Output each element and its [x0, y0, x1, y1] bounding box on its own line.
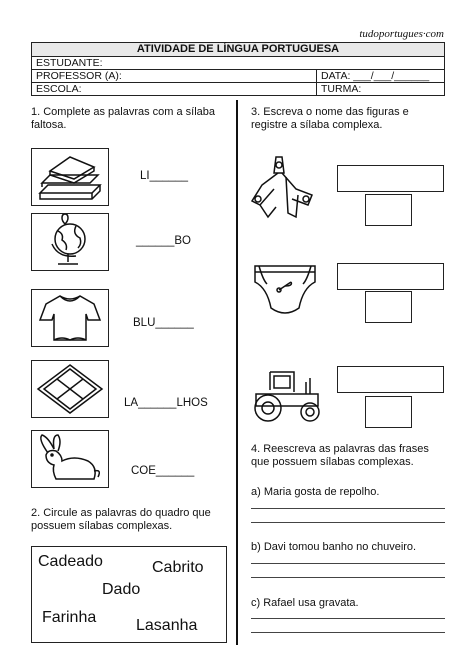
q1-word-3: BLU______	[133, 317, 194, 329]
answer-box-name-1[interactable]	[337, 165, 444, 192]
answer-box-name-3[interactable]	[337, 366, 444, 393]
answer-box-syllable-3[interactable]	[365, 396, 412, 428]
q4-sentence-c: c) Rafael usa gravata.	[251, 597, 359, 609]
q4-sentence-a: a) Maria gosta de repolho.	[251, 486, 380, 498]
class-label: TURMA:	[316, 83, 361, 95]
q1-word-4: LA______LHOS	[124, 397, 208, 409]
answer-line[interactable]	[251, 563, 445, 564]
globe-icon	[31, 213, 109, 271]
answer-line[interactable]	[251, 577, 445, 578]
date-label: DATA: ___/___/______	[316, 70, 429, 82]
q4-prompt: 4. Reescreva as palavras das frases que possuem sílabas complexas.	[251, 443, 429, 468]
q1-word-1: LI______	[140, 170, 188, 182]
tractor-icon	[248, 364, 328, 424]
answer-box-syllable-1[interactable]	[365, 194, 412, 226]
word-box-item[interactable]: Farinha	[42, 609, 97, 626]
header-table	[31, 42, 445, 96]
answer-box-name-2[interactable]	[337, 263, 444, 290]
word-box-item[interactable]: Lasanha	[136, 617, 198, 634]
worksheet-title: ATIVIDADE DE LÍNGUA PORTUGUESA	[32, 43, 444, 57]
word-box-item[interactable]: Cadeado	[38, 553, 103, 570]
teacher-label: PROFESSOR (A):	[36, 70, 122, 82]
school-label: ESCOLA:	[36, 83, 82, 95]
clothespins-icon	[246, 153, 322, 237]
teacher-row	[32, 70, 444, 83]
word-box	[31, 546, 227, 643]
q4-sentence-b: b) Davi tomou banho no chuveiro.	[251, 541, 417, 553]
books-icon	[31, 148, 109, 206]
q2-prompt: 2. Circule as palavras do quadro que possuem sílabas complexas.	[31, 507, 211, 532]
school-row	[32, 83, 444, 95]
site-name: tudoportugues·com	[359, 28, 444, 40]
word-box-item[interactable]: Dado	[102, 581, 141, 598]
answer-line[interactable]	[251, 632, 445, 633]
blouse-icon	[31, 289, 109, 347]
answer-box-syllable-2[interactable]	[365, 291, 412, 323]
q1-word-2: ______BO	[136, 235, 191, 247]
tiles-icon	[31, 360, 109, 418]
answer-line[interactable]	[251, 508, 445, 509]
q3-prompt: 3. Escreva o nome das figuras e registre a sílaba complexa.	[251, 106, 409, 131]
answer-line[interactable]	[251, 522, 445, 523]
word-box-item[interactable]: Cabrito	[152, 559, 204, 576]
diaper-icon	[249, 258, 321, 322]
rabbit-icon	[31, 430, 109, 488]
student-label: ESTUDANTE:	[36, 57, 103, 69]
q1-word-5: COE______	[131, 465, 195, 477]
column-divider	[236, 100, 238, 645]
student-row	[32, 57, 444, 70]
q1-prompt: 1. Complete as palavras com a sílaba faltosa.	[31, 106, 216, 131]
answer-line[interactable]	[251, 618, 445, 619]
